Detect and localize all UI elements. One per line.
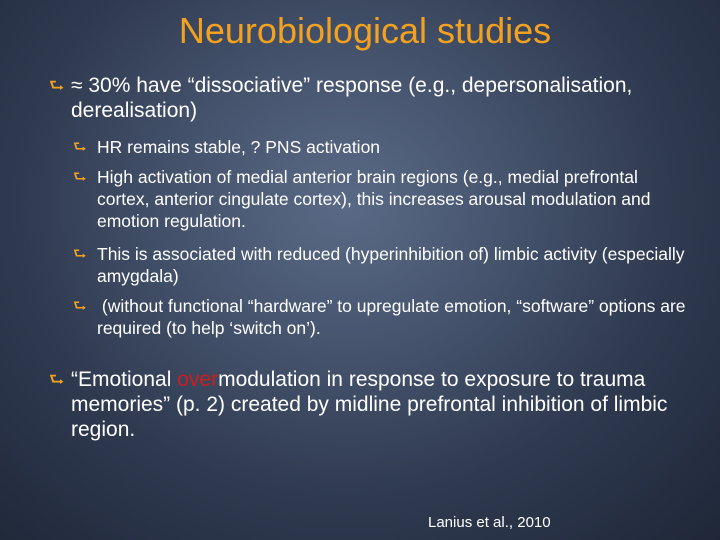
curved-arrow-icon: ⮑ xyxy=(73,138,87,156)
sub-bullet-hr-stable xyxy=(73,136,693,158)
sub-bullet-text: HR remains stable, ? PNS activation xyxy=(97,137,381,157)
sub-bullet-text: High activation of medial anterior brain regions (e.g., medial prefrontal cortex, anterior cingulate cortex), this increases arousal modulation and emotion regulation. xyxy=(97,167,651,231)
bullet-dissociative-response xyxy=(49,73,699,123)
curved-arrow-icon: ⮑ xyxy=(49,370,65,390)
sub-bullet-text: (without functional “hardware” to upregulate emotion, “software” options are required (to help ‘switch on’). xyxy=(97,296,691,338)
curved-arrow-icon: ⮑ xyxy=(73,297,87,315)
curved-arrow-icon: ⮑ xyxy=(49,76,65,96)
sub-bullet-text: This is associated with reduced (hyperinhibition of) limbic activity (especially amygdala) xyxy=(97,244,685,286)
sub-bullet-hardware-software xyxy=(73,295,693,339)
highlighted-word: over xyxy=(177,368,219,391)
curved-arrow-icon: ⮑ xyxy=(73,245,87,263)
bullet-emotional-overmodulation xyxy=(49,367,699,442)
bullet-text xyxy=(49,367,699,442)
slide-title: Neurobiological studies xyxy=(178,10,552,51)
citation: Lanius et al., 2010 xyxy=(428,514,551,531)
curved-arrow-icon: ⮑ xyxy=(73,168,87,186)
bullet-text: ≈ 30% have “dissociative” response (e.g., depersonalisation, derealisation) xyxy=(71,74,633,122)
sub-bullet-limbic-activity xyxy=(73,243,693,287)
quote-text-start: “Emotional xyxy=(71,368,178,391)
sub-bullet-medial-activation xyxy=(73,166,693,232)
quote-text-end: modulation in response to exposure to trauma memories” (p. 2) created by midline prefrontal inhibition of limbic region. xyxy=(71,368,668,441)
